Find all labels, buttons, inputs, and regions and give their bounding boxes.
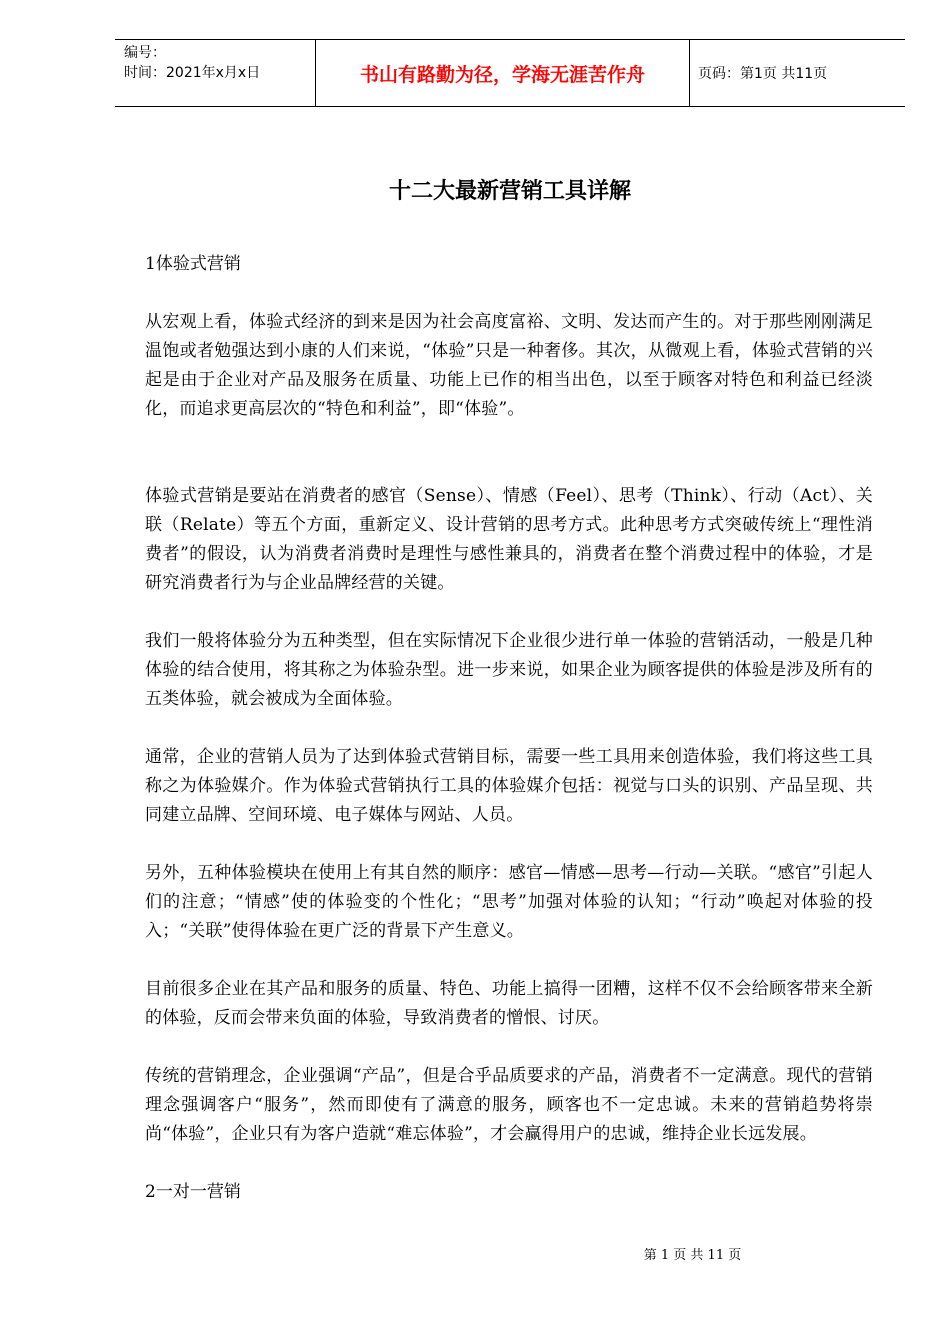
header-motto: 书山有路勤为径，学海无涯苦作舟 <box>316 40 690 106</box>
section-heading-1: 1体验式营销 <box>145 254 241 274</box>
paragraph-7: 传统的营销理念，企业强调“产品”，但是合乎品质要求的产品，消费者不一定满意。现代的营销理念强调客户“服务”，然而即使有了满意的服务，顾客也不一定忠诚。未来的营销趋势将崇尚“体验”，企业只有为客户造就“难忘体验”，才会赢得用户的忠诚，维持企业长远发展。 <box>145 1066 873 1144</box>
paragraph-6: 目前很多企业在其产品和服务的质量、特色、功能上搞得一团糟，这样不仅不会给顾客带来全新的体验，反而会带来负面的体验，导致消费者的憎恨、讨厌。 <box>145 979 873 1028</box>
number-label: 编号： <box>124 45 166 61</box>
paragraph-4: 通常，企业的营销人员为了达到体验式营销目标，需要一些工具用来创造体验，我们将这些工具称之为体验媒介。作为体验式营销执行工具的体验媒介包括：视觉与口头的识别、产品呈现、共同建立品牌、空间环境、电子媒体与网站、人员。 <box>145 747 873 825</box>
section-heading-2: 2一对一营销 <box>145 1182 241 1202</box>
time-label: 时间：2021年x月x日 <box>124 65 261 81</box>
document-body <box>145 250 873 1207</box>
paragraph-1: 从宏观上看，体验式经济的到来是因为社会高度富裕、文明、发达而产生的。对于那些刚刚满足温饱或者勉强达到小康的人们来说，“体验”只是一种奢侈。其次，从微观上看，体验式营销的兴起是由于企业对产品及服务在质量、功能上已作的相当出色，以至于顾客对特色和利益已经淡化，而追求更高层次的“特色和利益”，即“体验”。 <box>145 312 873 419</box>
document-header <box>115 39 905 107</box>
document-title: 十二大最新营销工具详解 <box>388 179 631 204</box>
paragraph-5: 另外，五种体验模块在使用上有其自然的顺序：感官—情感—思考—行动—关联。“感官”引起人们的注意；“情感”使的体验变的个性化；“思考”加强对体验的认知；“行动”唤起对体验的投入；“关联”使得体验在更广泛的背景下产生意义。 <box>145 863 873 941</box>
paragraph-3: 我们一般将体验分为五种类型，但在实际情况下企业很少进行单一体验的营销活动，一般是几种体验的结合使用，将其称之为体验杂型。进一步来说，如果企业为顾客提供的体验是涉及所有的五类体验，就会被成为全面体验。 <box>145 631 873 709</box>
header-page-info: 页码：第1页 共11页 <box>698 66 828 82</box>
header-meta <box>115 40 316 106</box>
page-footer: 第 1 页 共 11 页 <box>643 1248 742 1263</box>
paragraph-2: 体验式营销是要站在消费者的感官（Sense）、情感（Feel）、思考（Think）、行动（Act）、关联（Relate）等五个方面，重新定义、设计营销的思考方式。此种思考方式突破传统上“理性消费者”的假设，认为消费者消费时是理性与感性兼具的，消费者在整个消费过程中的体验，才是研究消费者行为与企业品牌经营的关键。 <box>145 486 873 593</box>
